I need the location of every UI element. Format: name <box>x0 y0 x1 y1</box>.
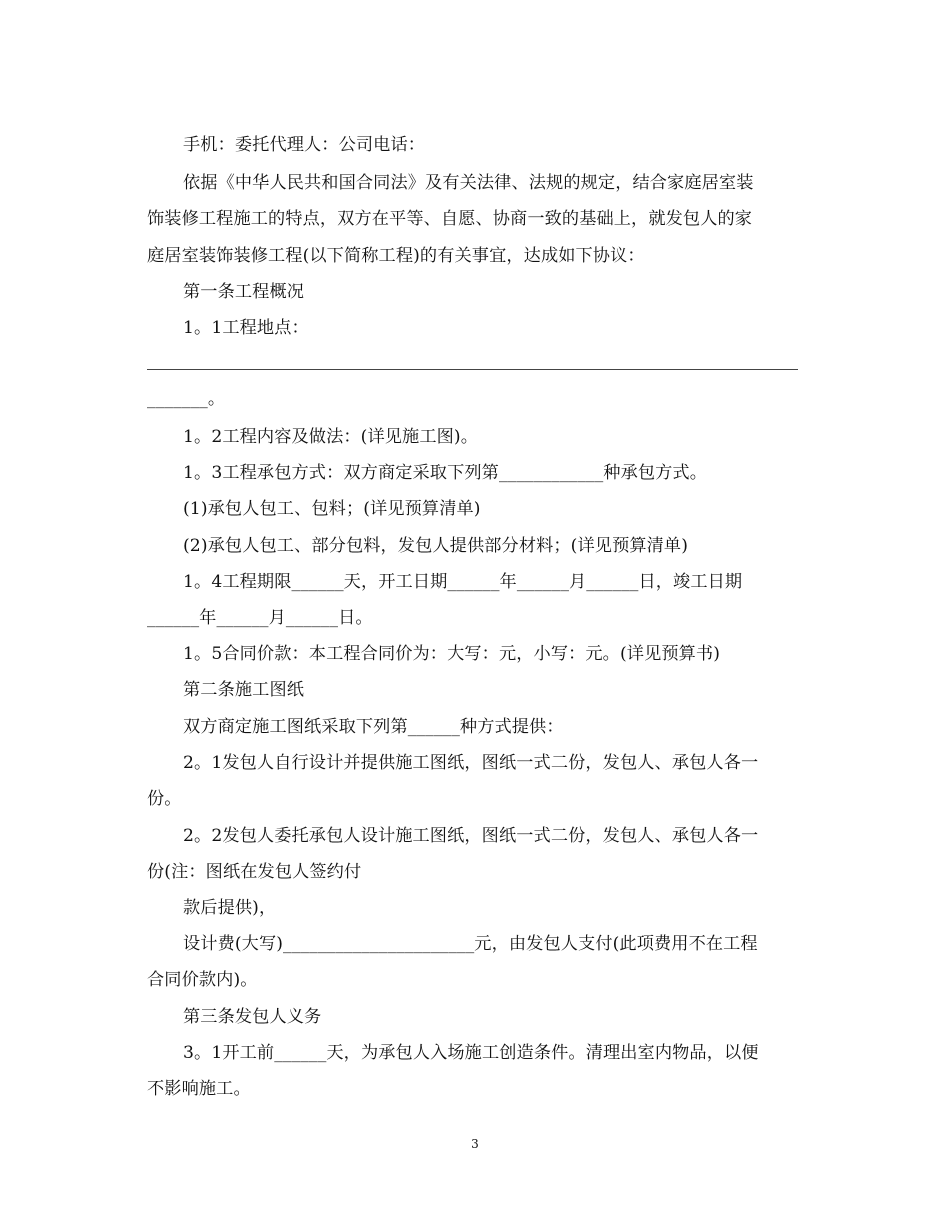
text-line: 1。4工程期限______天，开工日期______年______月______日，竣工日期 <box>183 572 743 592</box>
section-heading: 第一条工程概况 <box>183 282 305 302</box>
text-line: 份(注：图纸在发包人签约付 <box>147 862 362 882</box>
text-line: 双方商定施工图纸采取下列第______种方式提供： <box>183 717 564 737</box>
text-line: 庭居室装饰装修工程(以下简称工程)的有关事宜，达成如下协议： <box>147 246 645 266</box>
text-line: 1。1工程地点： <box>183 318 309 338</box>
section-heading: 第三条发包人义务 <box>183 1007 322 1027</box>
text-line: 设计费(大写)______________________元，由发包人支付(此项费用不在工程 <box>183 934 758 954</box>
text-line: 款后提供)， <box>183 898 277 918</box>
text-line: 不影响施工。 <box>147 1079 251 1099</box>
text-line: 份。 <box>147 789 182 809</box>
text-line: 饰装修工程施工的特点，双方在平等、自愿、协商一致的基础上，就发包人的家 <box>147 209 753 229</box>
text-line: 3。1开工前______天，为承包人入场施工创造条件。清理出室内物品，以便 <box>183 1043 759 1063</box>
text-line: (2)承包人包工、部分包料，发包人提供部分材料；(详见预算清单) <box>183 536 689 556</box>
page-number: 3 <box>471 1137 479 1151</box>
text-line: 2。1发包人自行设计并提供施工图纸，图纸一式二份，发包人、承包人各一 <box>183 753 759 773</box>
text-line: 1。2工程内容及做法：(详见施工图)。 <box>183 427 478 447</box>
text-line: _______。 <box>147 389 226 409</box>
text-line: 合同价款内)。 <box>147 970 258 990</box>
text-line: 1。5合同价款：本工程合同价为：大写：元，小写：元。(详见预算书) <box>183 644 721 664</box>
text-line: 手机：委托代理人：公司电话： <box>183 135 426 155</box>
text-line: 2。2发包人委托承包人设计施工图纸，图纸一式二份，发包人、承包人各一 <box>183 826 759 846</box>
text-line: 依据《中华人民共和国合同法》及有关法律、法规的规定，结合家庭居室装 <box>183 173 754 193</box>
text-line: (1)承包人包工、包料；(详见预算清单) <box>183 499 481 519</box>
section-heading: 第二条施工图纸 <box>183 680 305 700</box>
text-line: ______年______月______日。 <box>147 608 373 628</box>
blank-underline <box>147 369 798 370</box>
text-line: 1。3工程承包方式：双方商定采取下列第____________种承包方式。 <box>183 463 708 483</box>
